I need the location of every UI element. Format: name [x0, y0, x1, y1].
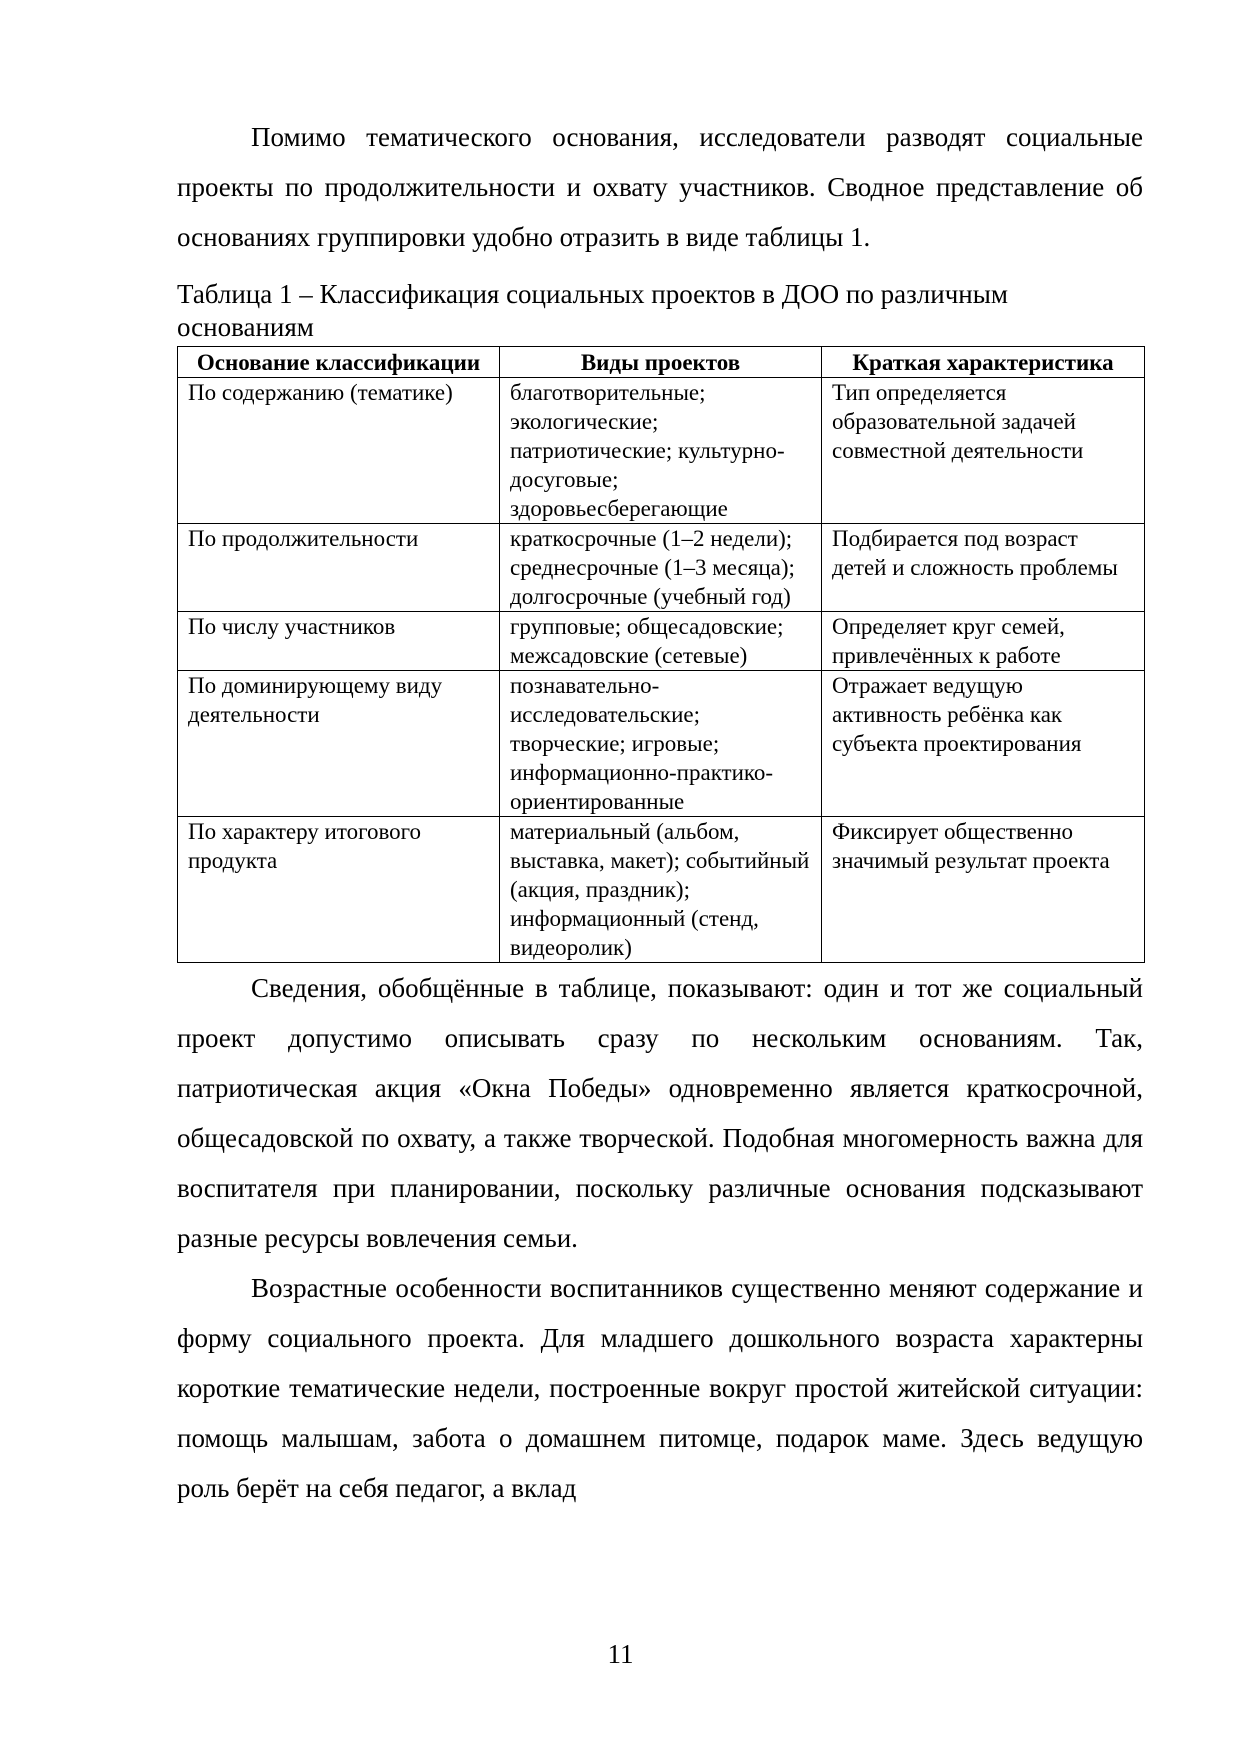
- table-row: [178, 378, 1145, 524]
- cell-project-types: краткосрочные (1–2 недели); среднесрочные (1–3 месяца); долгосрочные (учебный год): [500, 524, 822, 612]
- page-number: 11: [607, 1639, 634, 1669]
- classification-table: [177, 346, 1145, 963]
- cell-description: Фиксирует общественно значимый результат проекта: [822, 817, 1145, 963]
- cell-description: Отражает ведущую активность ребёнка как субъекта проектирования: [822, 671, 1145, 817]
- table-caption: Таблица 1 – Классификация социальных проектов в ДОО по различным основаниям: [177, 279, 1008, 342]
- cell-basis: По доминирующему виду деятельности: [178, 671, 500, 817]
- paragraph-age-features: Возрастные особенности воспитанников существенно меняют содержание и форму социального проекта. Для младшего дошкольного возраста характерны короткие тематические недели, построенные вокруг простой житейской ситуации: помощь малышам, забота о домашнем питомце, подарок маме. Здесь ведущую роль берёт на себя педагог, а вклад: [177, 1273, 1143, 1503]
- cell-project-types: групповые; общесадовские; межсадовские (сетевые): [500, 612, 822, 671]
- cell-project-types: материальный (альбом, выставка, макет); событийный (акция, праздник); информационный (стенд, видеоролик): [500, 817, 822, 963]
- header-project-types: Виды проектов: [500, 347, 822, 378]
- paragraph-after-table: Сведения, обобщённые в таблице, показывают: один и тот же социальный проект допустимо описывать сразу по нескольким основаниям. Так, патриотическая акция «Окна Победы» одновременно является краткосрочной, общесадовской по охвату, а также творческой. Подобная многомерность важна для воспитателя при планировании, поскольку различные основания подсказывают разные ресурсы вовлечения семьи.: [177, 973, 1143, 1253]
- cell-project-types: благотворительные; экологические; патриотические; культурно-досуговые; здоровьесберегающие: [500, 378, 822, 524]
- cell-description: Подбирается под возраст детей и сложность проблемы: [822, 524, 1145, 612]
- cell-basis: По характеру итогового продукта: [178, 817, 500, 963]
- cell-basis: По содержанию (тематике): [178, 378, 500, 524]
- page-content: [177, 112, 1143, 1513]
- table-row: [178, 524, 1145, 612]
- header-description: Краткая характеристика: [822, 347, 1145, 378]
- table-row: [178, 612, 1145, 671]
- table-header-row: [178, 347, 1145, 378]
- cell-basis: По продолжительности: [178, 524, 500, 612]
- paragraph-intro: Помимо тематического основания, исследователи разводят социальные проекты по продолжительности и охвату участников. Сводное представление об основаниях группировки удобно отразить в виде таблицы 1.: [177, 122, 1143, 252]
- header-basis: Основание классификации: [178, 347, 500, 378]
- cell-basis: По числу участников: [178, 612, 500, 671]
- table-row: [178, 817, 1145, 963]
- cell-description: Определяет круг семей, привлечённых к работе: [822, 612, 1145, 671]
- table-row: [178, 671, 1145, 817]
- cell-description: Тип определяется образовательной задачей совместной деятельности: [822, 378, 1145, 524]
- cell-project-types: познавательно-исследовательские; творческие; игровые; информационно-практико-ориентированные: [500, 671, 822, 817]
